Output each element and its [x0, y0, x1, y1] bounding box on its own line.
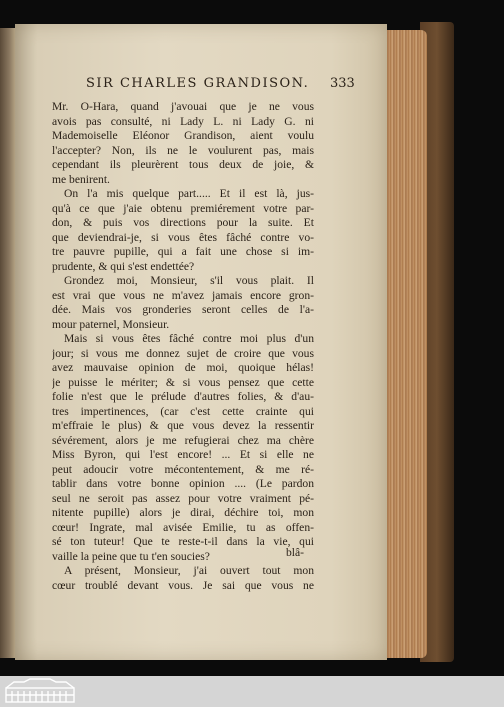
text-line: prudente, & qui s'est endettée? — [52, 259, 195, 273]
catchword: blâ- — [286, 546, 305, 559]
text-line: avez mauvaise opinion de moi, quoique hélas! — [52, 361, 314, 374]
text-line: sé ton tuteur! Que te reste-t-il dans la vie, qui — [52, 535, 314, 548]
text-line: cependant ils pleurèrent tous deux de joie, & — [52, 158, 314, 171]
text-line: folie n'est que le prélude d'autres folies, & d'au- — [52, 390, 314, 403]
text-line: me benirent. — [52, 172, 110, 186]
text-line: vaille la peine que tu t'en soucies? — [52, 549, 210, 563]
text-line: Grondez moi, Monsieur, s'il vous plait. Il — [64, 274, 314, 287]
text-line: seul ne seroit pas assez pour votre vraiment pé- — [52, 491, 314, 505]
text-line: On l'a mis quelque part..... Et il est là, jus- — [64, 187, 314, 200]
text-line: m'effraie le plus) & que vous devez la ressentir — [52, 419, 314, 432]
library-building-icon — [4, 678, 76, 704]
text-line: mour paternel, Monsieur. — [52, 317, 170, 331]
text-line: avois pas consulté, ni Lady L. ni Lady G. ni — [52, 114, 314, 128]
text-line: tablir dans votre bonne opinion .... (Le pardon — [52, 477, 314, 490]
text-line: nitente pupille) alors je dirai, déchire toi, mon — [52, 506, 314, 519]
text-line: tres impertinences, (car c'est cette crainte qui — [52, 404, 314, 418]
text-line: Mademoiselle Eléonor Grandison, aient voulu — [52, 129, 314, 142]
text-line: dée. Mais vos gronderies seront celles de l'a- — [52, 303, 314, 316]
text-line: Mr. O-Hara, quand j'avouai que je ne vous — [52, 100, 314, 113]
page-edges — [383, 30, 427, 658]
running-head: SIR CHARLES GRANDISON. — [86, 76, 310, 91]
text-line: jour; si vous me donnez sujet de croire que vous — [52, 346, 314, 360]
text-line: qu'à ce que j'aie obtenu premiérement votre par- — [52, 201, 314, 215]
page-number: 333 — [330, 76, 355, 91]
text-line: l'accepter? Non, ils ne le voulurent pas, mais — [52, 143, 314, 157]
text-line: peut adoucir votre mécontentement, & me ré- — [52, 462, 314, 476]
text-line: cœur troublé devant vous. Je sai que vous ne — [52, 578, 314, 592]
text-line: sévérement, alors je me refugierai chez ma chère — [52, 433, 314, 447]
body-text — [52, 100, 314, 593]
footer-bar — [0, 676, 504, 707]
left-page-edge — [0, 28, 16, 658]
text-line: don, & puis vos directions pour la suite. Et — [52, 216, 314, 229]
text-line: A présent, Monsieur, j'ai ouvert tout mon — [64, 564, 314, 577]
text-line: Mais si vous êtes fâché contre moi plus d'un — [64, 332, 314, 345]
text-line: que deviendrai-je, si vous êtes fâché contre vo- — [52, 230, 314, 244]
text-line: est vrai que vous ne m'avez jamais encore gron- — [52, 288, 314, 302]
text-line: tre pauvre pupille, qui a fait une chose si im- — [52, 245, 314, 258]
text-line: cœur! Ingrate, mal avisée Emilie, tu as offen- — [52, 520, 314, 534]
text-line: je puisse le mériter; & si vous pensez que cette — [52, 375, 314, 389]
text-line: Miss Byron, qui l'est encore! ... Et si elle ne — [52, 448, 314, 461]
